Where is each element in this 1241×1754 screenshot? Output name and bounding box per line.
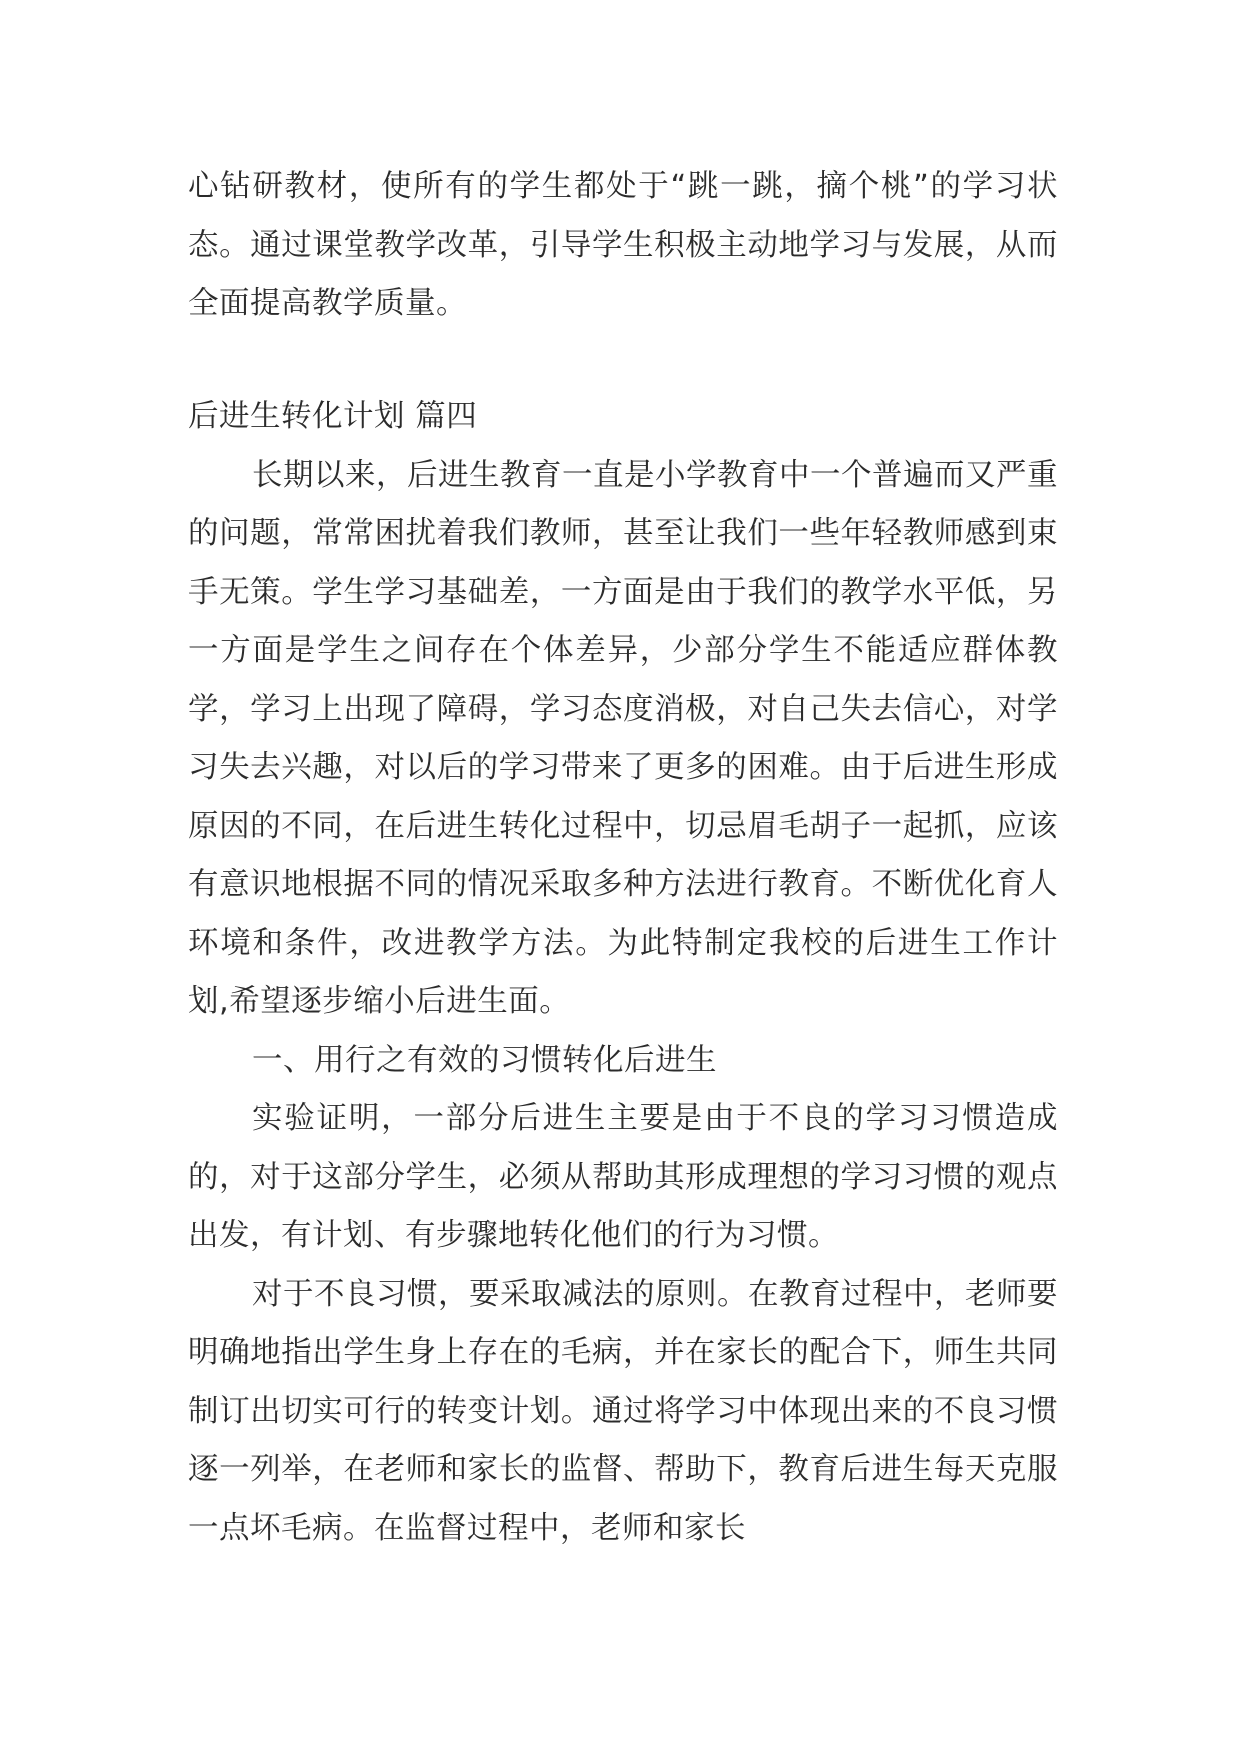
body-paragraph: 对于不良习惯，要采取减法的原则。在教育过程中，老师要明确地指出学生身上存在的毛病，并在家长的配合下，师生共同制订出切实可行的转变计划。通过将学习中体现出来的不良习惯逐一列举，在老师和家长的监督、帮助下，教育后进生每天克服一点坏毛病。在监督过程中，老师和家长 bbox=[188, 1276, 1058, 1546]
body-paragraph: 实验证明，一部分后进生主要是由于不良的学习习惯造成的，对于这部分学生，必须从帮助其形成理想的学习习惯的观点出发，有计划、有步骤地转化他们的行为习惯。 bbox=[188, 1101, 1058, 1253]
main-text-block bbox=[188, 388, 1058, 1558]
intro-paragraph: 心钻研教材，使所有的学生都处于“跳一跳，摘个桃”的学习状态。通过课堂教学改革，引导学生积极主动地学习与发展，从而全面提高教学质量。 bbox=[188, 169, 1058, 321]
body-paragraph: 长期以来，后进生教育一直是小学教育中一个普遍而又严重的问题，常常困扰着我们教师，甚至让我们一些年轻教师感到束手无策。学生学习基础差，一方面是由于我们的教学水平低，另一方面是学生之间存在个体差异，少部分学生不能适应群体教学，学习上出现了障碍，学习态度消极，对自己失去信心，对学习失去兴趣，对以后的学习带来了更多的困难。由于后进生形成原因的不同，在后进生转化过程中，切忌眉毛胡子一起抓，应该有意识地根据不同的情况采取多种方法进行教育。不断优化育人环境和条件，改进教学方法。为此特制定我校的后进生工作计划,希望逐步缩小后进生面。 bbox=[188, 457, 1058, 1019]
section-heading: 后进生转化计划 篇四 bbox=[188, 399, 478, 434]
subsection-heading: 一、用行之有效的习惯转化后进生 bbox=[252, 1042, 717, 1078]
intro-text-block bbox=[188, 158, 1058, 334]
